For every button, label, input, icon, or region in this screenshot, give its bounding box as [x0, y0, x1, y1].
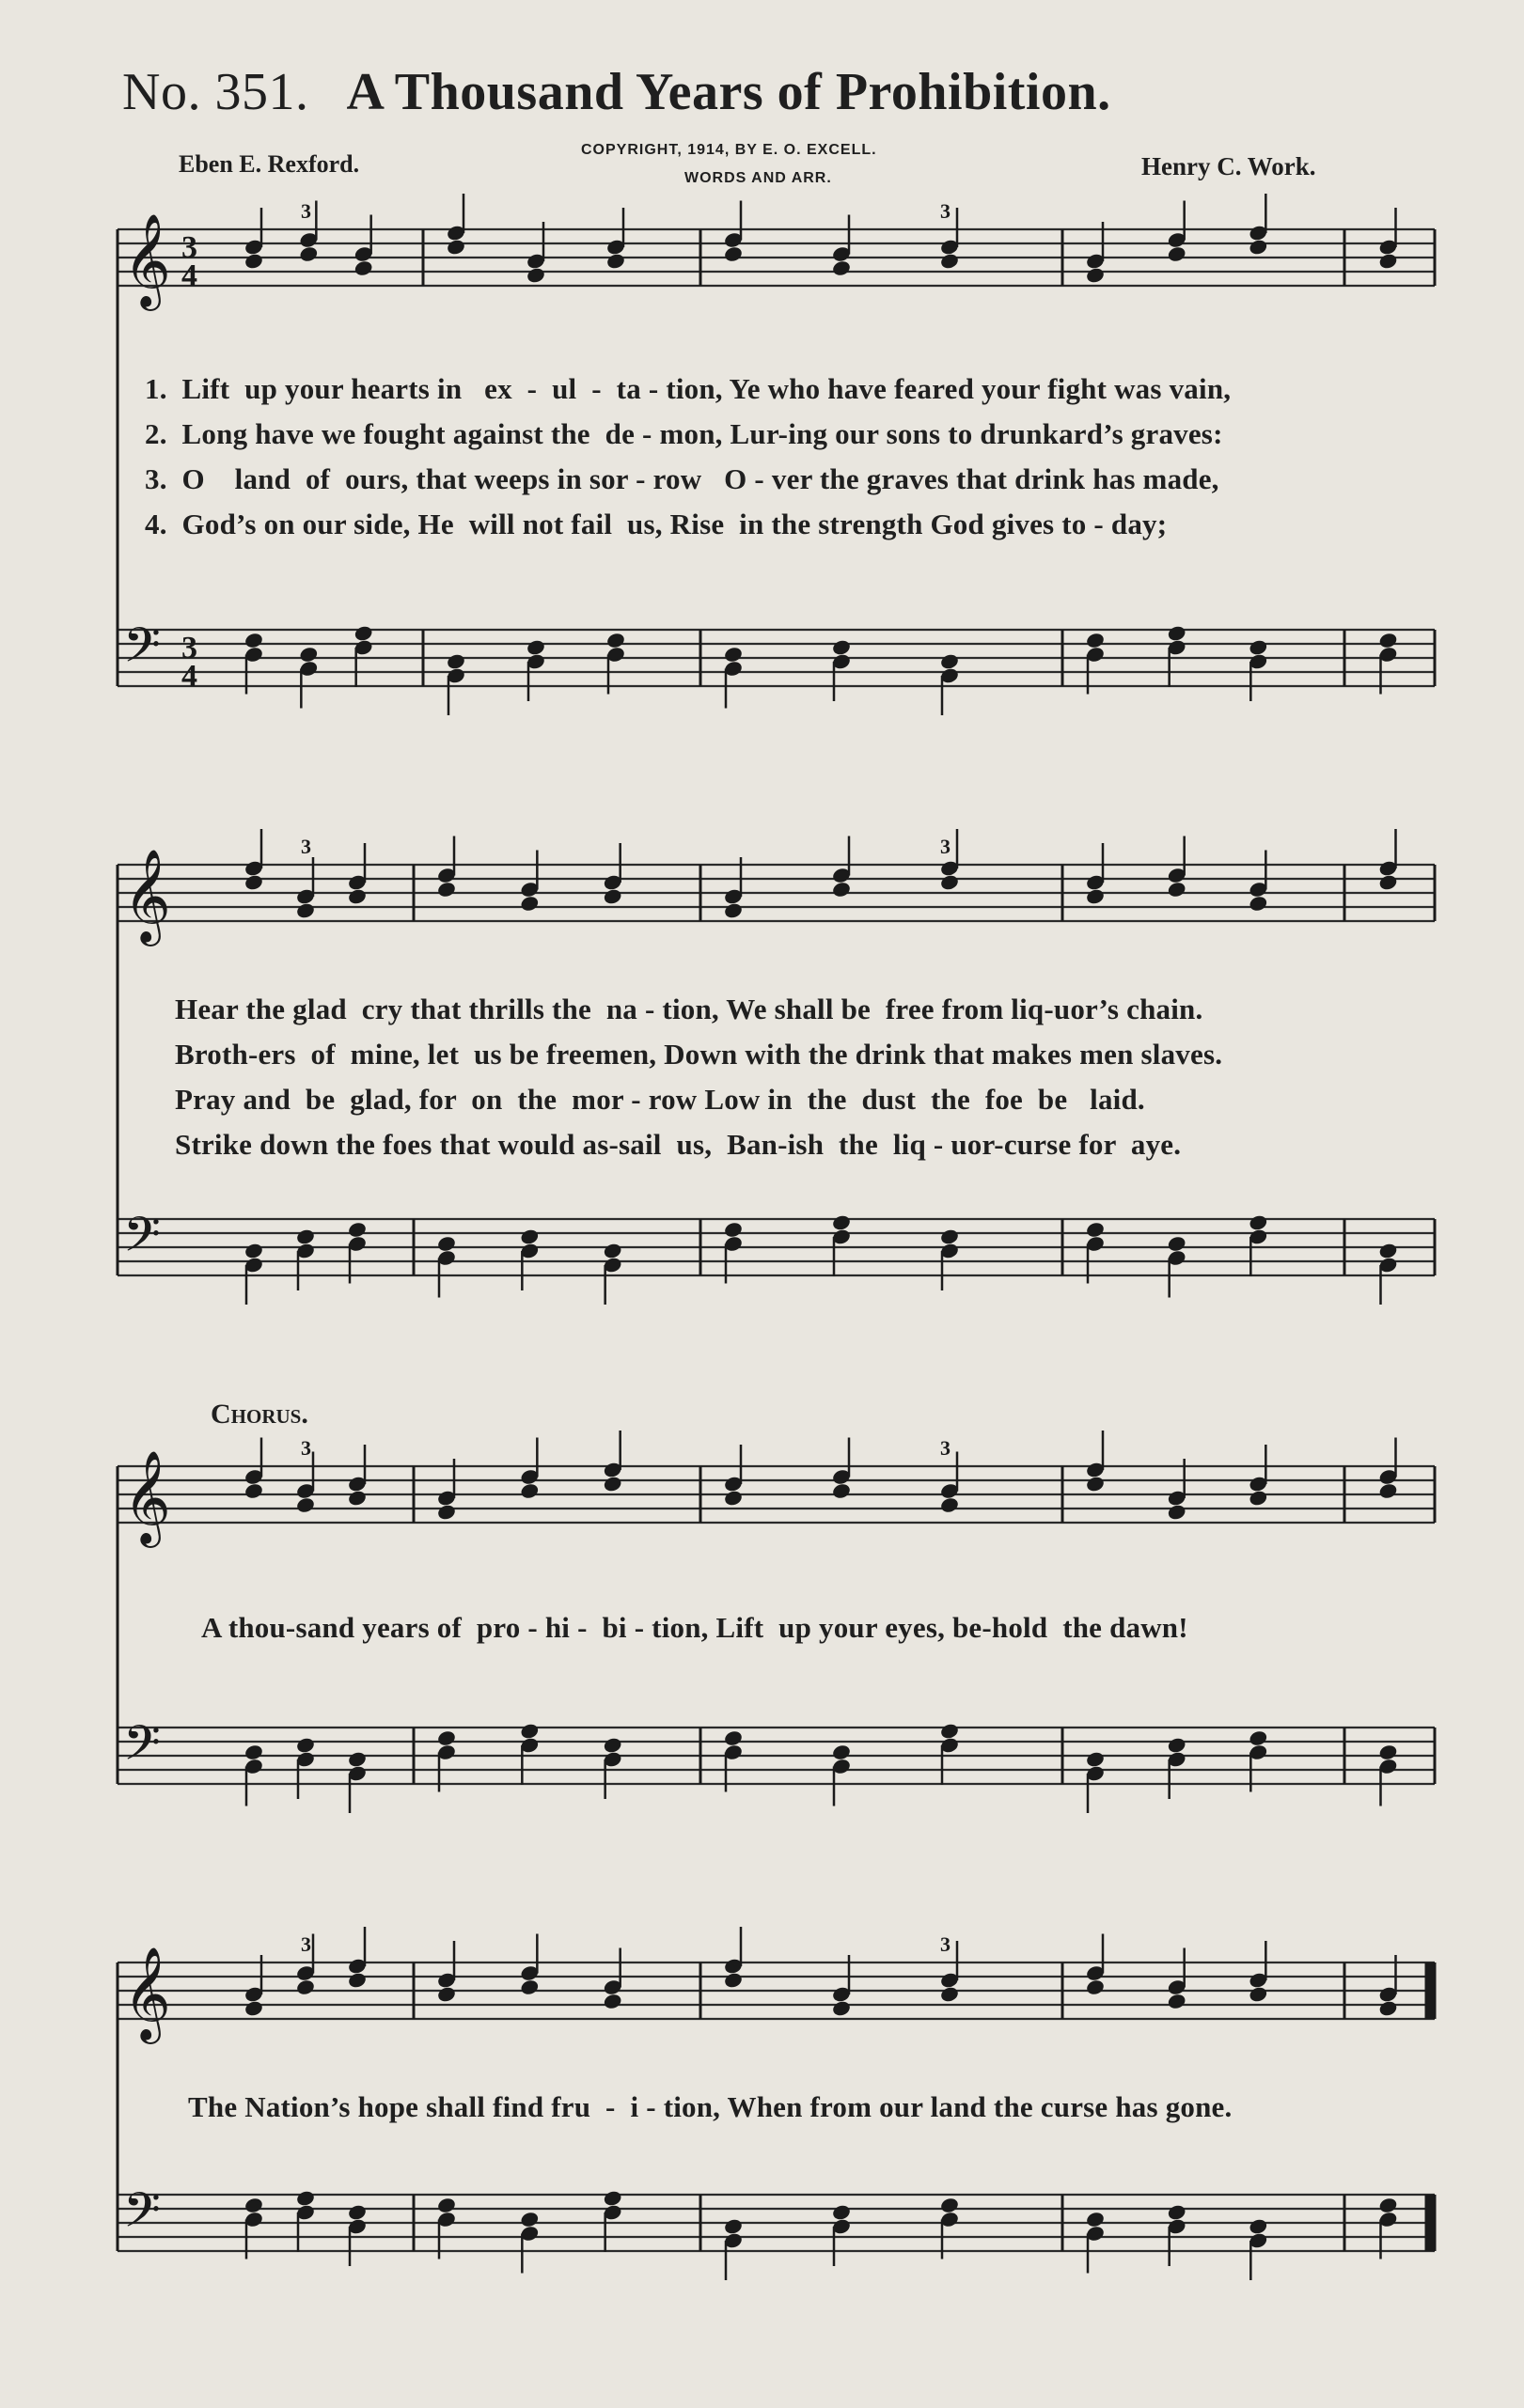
chord: [1167, 2203, 1187, 2266]
notehead: [1167, 1993, 1187, 2010]
chord: [939, 1452, 960, 1515]
chord: [436, 1941, 457, 2004]
chord: [723, 2217, 744, 2280]
chord: [354, 624, 374, 687]
chord: [723, 1221, 744, 1284]
notehead: [519, 1978, 540, 1996]
triplet-mark: 3: [301, 199, 311, 223]
time-signature-top: 3: [181, 631, 197, 665]
notehead: [436, 1235, 457, 1253]
chord: [347, 1927, 368, 1990]
chord: [831, 1438, 852, 1501]
chord: [1085, 1934, 1106, 1997]
chord: [436, 2197, 457, 2259]
notehead: [347, 2203, 368, 2221]
chord: [1167, 1948, 1187, 2011]
hymn-number: No. 351.: [122, 63, 309, 121]
chord: [1167, 1235, 1187, 1298]
chord: [519, 851, 540, 914]
notehead: [436, 2197, 457, 2214]
notehead: [939, 1985, 960, 2003]
notehead: [1378, 252, 1399, 270]
notehead: [519, 1722, 540, 1740]
verse-line: 3. O land of ours, that weeps in sor - row O - ver the graves that drink has made,: [145, 462, 1219, 495]
notehead: [244, 252, 264, 270]
chord: [1248, 2217, 1268, 2280]
notehead: [1085, 1750, 1106, 1768]
bass-clef: 𝄢: [123, 1206, 161, 1274]
notehead: [1167, 1235, 1187, 1253]
notehead: [244, 1999, 264, 2017]
notehead: [831, 1482, 852, 1500]
chord: [1248, 1729, 1268, 1792]
chord: [603, 1431, 623, 1493]
verse-line: Broth-ers of mine, let us be freemen, Down with the drink that makes men slaves.: [175, 1038, 1223, 1071]
chord: [939, 1227, 960, 1290]
notehead: [1248, 1213, 1268, 1231]
notehead: [526, 266, 546, 284]
notehead: [1167, 2203, 1187, 2221]
chord: [436, 1235, 457, 1298]
notehead: [1378, 873, 1399, 891]
chord: [723, 1445, 744, 1508]
notehead: [723, 2217, 744, 2235]
notehead: [1248, 895, 1268, 913]
chord: [1378, 829, 1399, 892]
chord: [723, 1729, 744, 1792]
notehead: [295, 901, 316, 919]
chord: [436, 1729, 457, 1792]
notehead: [295, 1227, 316, 1245]
notehead: [723, 646, 744, 664]
notehead: [436, 1503, 457, 1521]
notehead: [519, 1482, 540, 1500]
chord: [939, 2197, 960, 2259]
chord: [244, 1743, 264, 1806]
notehead: [244, 1242, 264, 1259]
notehead: [244, 873, 264, 891]
triplet-mark: 3: [940, 835, 951, 858]
notehead: [1378, 1242, 1399, 1259]
notehead: [1378, 1482, 1399, 1500]
notehead: [347, 1750, 368, 1768]
chord: [244, 1242, 264, 1305]
notehead: [1085, 632, 1106, 649]
notehead: [831, 1213, 852, 1231]
notehead: [939, 873, 960, 891]
bass-staff: [118, 1219, 1435, 1275]
notehead: [298, 646, 319, 664]
bass-clef: 𝄢: [123, 2181, 161, 2250]
notehead: [831, 1743, 852, 1761]
notehead: [831, 1999, 852, 2017]
notehead: [347, 1971, 368, 1989]
chorus-label: Chorus.: [211, 1399, 308, 1430]
notehead: [298, 245, 319, 263]
chord: [526, 638, 546, 701]
notehead: [939, 1496, 960, 1514]
chord: [526, 222, 546, 285]
notehead: [603, 2189, 623, 2207]
triplet-mark: 3: [940, 1932, 951, 1956]
chord: [347, 1445, 368, 1508]
chord: [354, 215, 374, 278]
treble-staff: [118, 1962, 1435, 2019]
notehead: [244, 1743, 264, 1761]
chord: [723, 857, 744, 920]
chord: [603, 1736, 623, 1799]
notehead: [939, 2197, 960, 2214]
notehead: [1167, 1503, 1187, 1521]
chord: [1085, 1750, 1106, 1813]
notehead: [526, 638, 546, 656]
chord: [1248, 638, 1268, 701]
triplet-mark: 3: [301, 1932, 311, 1956]
notehead: [831, 2203, 852, 2221]
notehead: [354, 259, 374, 277]
notehead: [605, 632, 626, 649]
chord: [723, 646, 744, 709]
chord: [603, 843, 623, 906]
chord: [519, 1934, 540, 1997]
chord: [446, 194, 466, 257]
notehead: [1085, 1221, 1106, 1239]
chord: [1248, 851, 1268, 914]
notehead: [603, 1475, 623, 1493]
notehead: [519, 2211, 540, 2228]
notehead: [1085, 1978, 1106, 1996]
notehead: [1167, 624, 1187, 642]
notehead: [1248, 2217, 1268, 2235]
notehead: [244, 632, 264, 649]
notehead: [723, 1489, 744, 1507]
chord: [1378, 1955, 1399, 2018]
notehead: [446, 238, 466, 256]
chord: [298, 646, 319, 709]
verse-line: Hear the glad cry that thrills the na - tion, We shall be free from liq-uor’s chain.: [175, 993, 1203, 1025]
chord: [244, 1438, 264, 1501]
hymn-title: A Thousand Years of Prohibition.: [346, 63, 1111, 121]
chord: [347, 843, 368, 906]
time-signature-top: 3: [181, 230, 197, 265]
chord: [244, 829, 264, 892]
notehead: [354, 624, 374, 642]
bass-clef: 𝄢: [123, 617, 161, 685]
treble-clef: 𝄞: [123, 849, 171, 943]
notehead: [436, 1985, 457, 2003]
notehead: [603, 1242, 623, 1259]
bass-staff: [118, 1728, 1435, 1784]
poet-credit: Eben E. Rexford.: [179, 150, 360, 178]
chord: [1085, 222, 1106, 285]
notehead: [1085, 887, 1106, 905]
triplet-mark: 3: [301, 1436, 311, 1460]
chord: [723, 1927, 744, 1990]
chord: [1248, 1941, 1268, 2004]
copyright-line: COPYRIGHT, 1914, BY E. O. EXCELL.: [581, 142, 877, 158]
chord: [244, 208, 264, 271]
notehead: [723, 1971, 744, 1989]
chord: [1167, 624, 1187, 687]
notehead: [1085, 1475, 1106, 1493]
notehead: [723, 901, 744, 919]
chord: [603, 1948, 623, 2011]
notehead: [723, 1221, 744, 1239]
chord: [295, 1227, 316, 1290]
notehead: [939, 252, 960, 270]
notehead: [519, 1227, 540, 1245]
treble-staff: [118, 865, 1435, 921]
chord: [831, 2203, 852, 2266]
chord: [1085, 1221, 1106, 1284]
notehead: [603, 887, 623, 905]
chord: [1248, 1213, 1268, 1276]
chord: [436, 837, 457, 899]
notehead: [939, 652, 960, 670]
chord: [1378, 2197, 1399, 2259]
treble-staff: [118, 1466, 1435, 1523]
notehead: [1248, 238, 1268, 256]
notehead: [1167, 245, 1187, 263]
chord: [519, 2211, 540, 2274]
chord: [831, 837, 852, 899]
chord: [1167, 1459, 1187, 1522]
chord: [244, 1955, 264, 2018]
chord: [1378, 1242, 1399, 1305]
verse-line: Pray and be glad, for on the mor - row Low in the dust the foe be laid.: [175, 1083, 1145, 1116]
notehead: [347, 1489, 368, 1507]
chord: [295, 857, 316, 920]
notehead: [831, 881, 852, 899]
notehead: [603, 1736, 623, 1754]
bass-clef: 𝄢: [123, 1714, 161, 1783]
notehead: [1378, 1743, 1399, 1761]
notehead: [939, 1227, 960, 1245]
treble-clef: 𝄞: [123, 213, 171, 307]
notehead: [1248, 638, 1268, 656]
time-signature-bottom: 4: [181, 659, 197, 694]
chord: [1085, 632, 1106, 695]
chord: [605, 632, 626, 695]
notehead: [723, 1729, 744, 1747]
notehead: [605, 252, 626, 270]
chord: [1378, 1438, 1399, 1501]
notehead: [244, 2197, 264, 2214]
chord: [1248, 1445, 1268, 1508]
chord: [519, 1722, 540, 1785]
chord: [1378, 208, 1399, 271]
notehead: [347, 887, 368, 905]
triplet-mark: 3: [940, 1436, 951, 1460]
notehead: [1378, 632, 1399, 649]
time-signature-bottom: 4: [181, 258, 197, 293]
chord: [519, 1438, 540, 1501]
chord: [519, 1227, 540, 1290]
chord: [347, 1750, 368, 1813]
chorus-line: A thou-sand years of pro - hi - bi - tion, Lift up your eyes, be-hold the dawn!: [201, 1611, 1188, 1644]
notehead: [295, 1496, 316, 1514]
chord: [1085, 2211, 1106, 2274]
verse-line: 1. Lift up your hearts in ex - ul - ta - tion, Ye who have feared your fight was vain,: [145, 372, 1232, 405]
chord: [831, 1743, 852, 1806]
notehead: [603, 1993, 623, 2010]
chord: [1248, 194, 1268, 257]
chord: [295, 1452, 316, 1515]
chord: [446, 652, 466, 715]
notehead: [831, 638, 852, 656]
chord: [831, 1955, 852, 2018]
notehead: [1085, 2211, 1106, 2228]
notehead: [446, 652, 466, 670]
triplet-mark: 3: [940, 199, 951, 223]
chord: [1378, 632, 1399, 695]
notehead: [295, 2189, 316, 2207]
notehead: [436, 1729, 457, 1747]
chord: [1167, 201, 1187, 264]
composer-credit: Henry C. Work.: [1141, 152, 1316, 180]
notehead: [1378, 2197, 1399, 2214]
notehead: [831, 259, 852, 277]
chord: [295, 1736, 316, 1799]
notehead: [1167, 1736, 1187, 1754]
notehead: [244, 1482, 264, 1500]
verse-line: Strike down the foes that would as-sail us, Ban-ish the liq - uor-curse for aye.: [175, 1128, 1182, 1161]
notehead: [1248, 1729, 1268, 1747]
chord: [939, 1722, 960, 1785]
chord: [244, 2197, 264, 2259]
verse-line: 2. Long have we fought against the de - mon, Lur-ing our sons to drunkard’s graves:: [145, 417, 1223, 450]
bass-staff: [118, 2195, 1435, 2251]
verse-line: 4. God’s on our side, He will not fail us, Rise in the strength God gives to - day;: [145, 508, 1168, 540]
chorus-line: The Nation’s hope shall find fru - i - tion, When from our land the curse has gone.: [188, 2090, 1233, 2123]
chord: [831, 215, 852, 278]
notehead: [723, 245, 744, 263]
treble-clef: 𝄞: [123, 1947, 171, 2041]
chord: [1167, 837, 1187, 899]
chord: [244, 632, 264, 695]
notehead: [1378, 1999, 1399, 2017]
chord: [603, 1242, 623, 1305]
notehead: [519, 895, 540, 913]
chord: [1378, 1743, 1399, 1806]
notehead: [1167, 881, 1187, 899]
chord: [939, 652, 960, 715]
chord: [347, 1221, 368, 1284]
chord: [603, 2189, 623, 2252]
notehead: [436, 881, 457, 899]
chord: [1085, 1431, 1106, 1493]
notehead: [1248, 1489, 1268, 1507]
chord: [1085, 843, 1106, 906]
notehead: [939, 1722, 960, 1740]
chord: [723, 201, 744, 264]
triplet-mark: 3: [301, 835, 311, 858]
notehead: [347, 1221, 368, 1239]
chord: [1167, 1736, 1187, 1799]
chord: [436, 1459, 457, 1522]
notehead: [295, 1736, 316, 1754]
chord: [295, 2189, 316, 2252]
notehead: [295, 1978, 316, 1996]
copyright-subline: WORDS AND ARR.: [684, 170, 832, 186]
treble-clef: 𝄞: [123, 1450, 171, 1544]
chord: [831, 638, 852, 701]
notehead: [1248, 1985, 1268, 2003]
chord: [831, 1213, 852, 1276]
notehead: [1085, 266, 1106, 284]
chord: [605, 208, 626, 271]
chord: [347, 2203, 368, 2266]
